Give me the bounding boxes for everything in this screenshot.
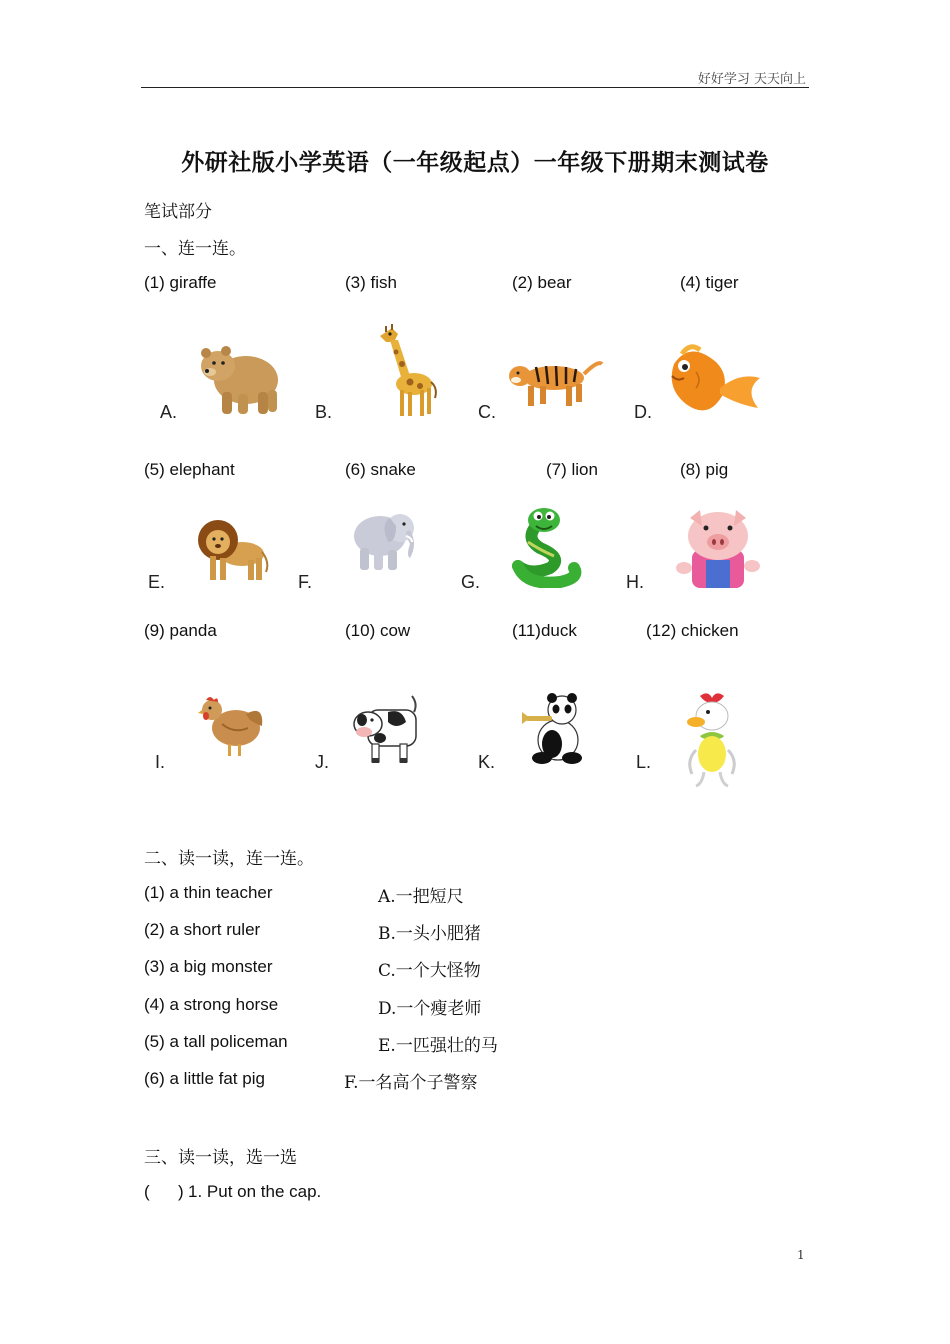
chicken-picture xyxy=(198,694,266,760)
elephant-picture xyxy=(350,508,422,574)
translation-c: C.一个大怪物 xyxy=(378,961,481,981)
letter-l: L. xyxy=(636,752,652,772)
translation-a: A.一把短尺 xyxy=(378,887,464,907)
word-pig: (8) pig xyxy=(680,460,729,479)
bear-picture xyxy=(196,336,282,418)
word-duck: (11)duck xyxy=(512,621,577,640)
translation-d: D.一个瘦老师 xyxy=(378,999,482,1019)
letter-k: K. xyxy=(478,752,496,772)
page-number: 1 xyxy=(797,1248,805,1262)
letter-d: D. xyxy=(634,402,652,422)
phrase-1: (1) a thin teacher xyxy=(144,883,273,902)
letter-g: G. xyxy=(461,572,481,592)
section3-heading: 三、读一读，选一选 xyxy=(144,1148,297,1168)
phrase-6: (6) a little fat pig xyxy=(144,1069,265,1088)
header-rule xyxy=(141,87,809,88)
word-cow: (10) cow xyxy=(345,621,411,640)
word-snake: (6) snake xyxy=(345,460,416,479)
page-title: 外研社版小学英语（一年级起点）一年级下册期末测试卷 xyxy=(181,149,769,176)
section-written-label: 笔试部分 xyxy=(144,202,212,222)
word-bear: (2) bear xyxy=(512,273,572,292)
phrase-4: (4) a strong horse xyxy=(144,995,279,1014)
fish-picture xyxy=(660,342,764,422)
translation-f: F.一名高个子警察 xyxy=(344,1073,478,1093)
header-motto: 好好学习 天天向上 xyxy=(697,72,806,87)
tiger-picture xyxy=(506,352,604,410)
letter-j: J. xyxy=(315,752,330,772)
phrase-5: (5) a tall policeman xyxy=(144,1032,288,1051)
answer-blank[interactable]: ( ) xyxy=(144,1182,184,1201)
section1-heading: 一、连一连。 xyxy=(144,239,246,259)
translation-e: E.一匹强壮的马 xyxy=(378,1036,498,1056)
word-elephant: (5) elephant xyxy=(144,460,235,479)
snake-picture xyxy=(510,504,584,588)
word-chicken: (12) chicken xyxy=(646,621,739,640)
letter-a: A. xyxy=(160,402,178,422)
letter-b: B. xyxy=(315,402,333,422)
translation-b: B.一头小肥猪 xyxy=(378,924,481,944)
phrase-3: (3) a big monster xyxy=(144,957,273,976)
word-panda: (9) panda xyxy=(144,621,217,640)
letter-h: H. xyxy=(626,572,644,592)
panda-picture xyxy=(522,692,586,766)
letter-c: C. xyxy=(478,402,496,422)
letter-e: E. xyxy=(148,572,166,592)
giraffe-picture xyxy=(372,324,442,420)
cow-picture xyxy=(352,694,422,766)
pig-picture xyxy=(672,504,762,590)
duck-picture xyxy=(682,690,742,790)
section2-heading: 二、读一读，连一连。 xyxy=(144,849,314,869)
letter-f: F. xyxy=(298,572,313,592)
lion-picture xyxy=(196,512,270,584)
word-tiger: (4) tiger xyxy=(680,273,739,292)
phrase-2: (2) a short ruler xyxy=(144,920,261,939)
question-1-text: 1. Put on the cap. xyxy=(188,1182,322,1201)
word-fish: (3) fish xyxy=(345,273,397,292)
word-lion: (7) lion xyxy=(546,460,598,479)
letter-i: I. xyxy=(155,752,166,772)
word-giraffe: (1) giraffe xyxy=(144,273,217,292)
